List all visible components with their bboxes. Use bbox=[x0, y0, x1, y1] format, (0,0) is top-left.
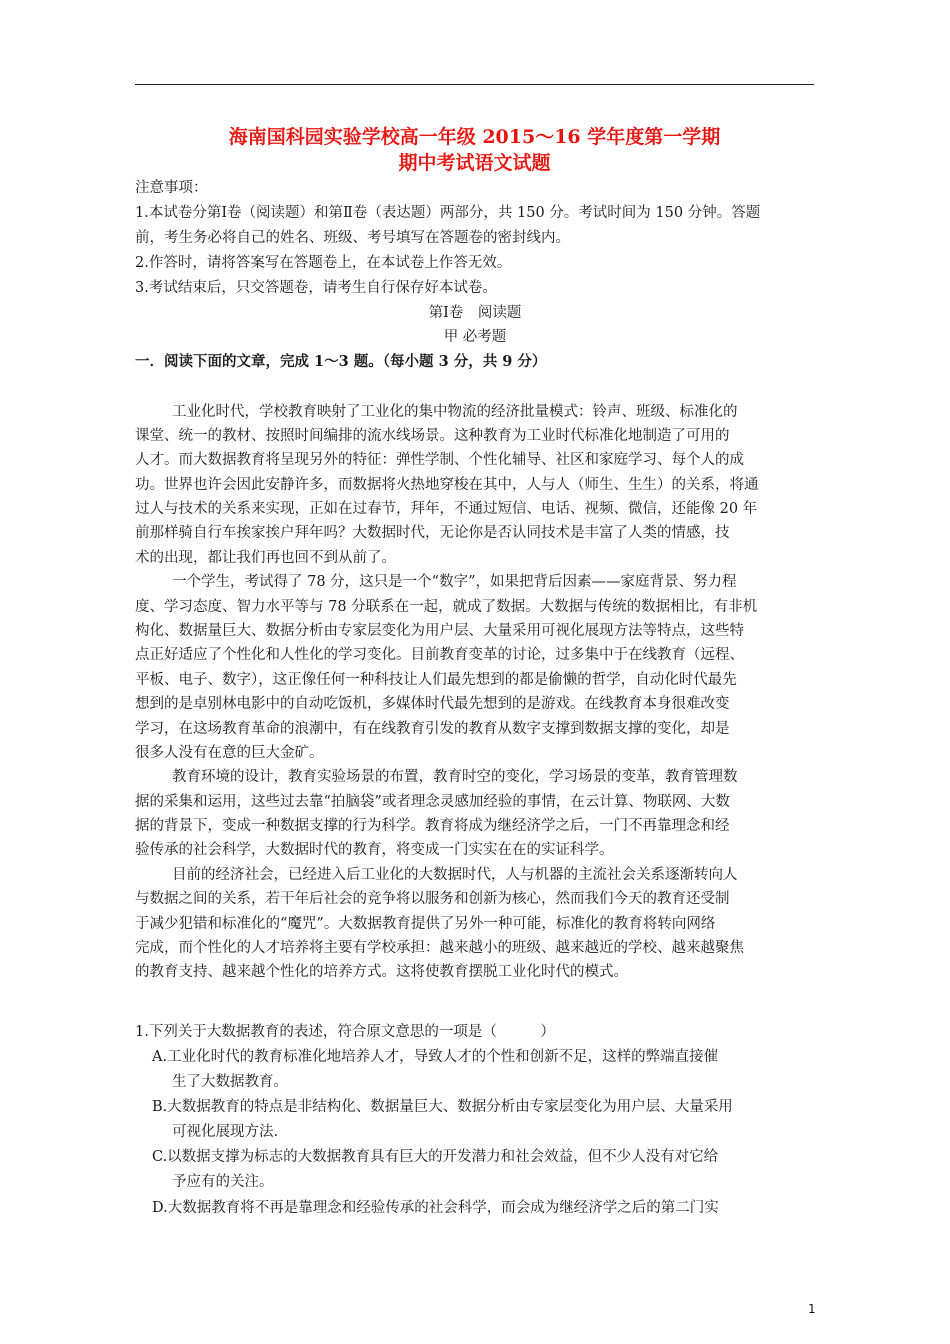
passage-line: 于减少犯错和标准化的“魔咒”。大数据教育提供了另外一种可能，标准化的教育将转向网络 bbox=[135, 916, 716, 932]
option-b: B.大数据教育的特点是非结构化、数据量巨大、数据分析由专家层变化为用户层、大量采用 bbox=[152, 1099, 733, 1115]
passage-line: 课堂、统一的教材、按照时间编排的流水线场景。这种教育为工业时代标准化地制造了可用的 bbox=[135, 428, 730, 444]
option-c: C.以数据支撑为标志的大数据教育具有巨大的开发潜力和社会效益，但不少人没有对它给 bbox=[152, 1149, 719, 1165]
exam-title-line1: 海南国科园实验学校高一年级 2015～16 学年度第一学期 bbox=[228, 126, 721, 148]
passage-line: 功。世界也许会因此安静许多，而数据将火热地穿梭在其中，人与人（师生、生生）的关系，将通 bbox=[135, 477, 759, 493]
option-a: A.工业化时代的教育标准化地培养人才，导致人才的个性和创新不足，这样的弊端直接催 bbox=[152, 1049, 719, 1065]
option-a-continued: 生了大数据教育。 bbox=[172, 1074, 288, 1090]
question-stem: 1.下列关于大数据教育的表述，符合原文意思的一项是（ ） bbox=[135, 1024, 555, 1040]
passage-line: 教育环境的设计，教育实验场景的布置，教育时空的变化，学习场景的变革，教育管理数 bbox=[172, 769, 738, 785]
header-rule bbox=[135, 84, 814, 85]
passage-line: 学习，在这场教育革命的浪潮中，有在线教育引发的教育从数字支撑到数据支撑的变化，却是 bbox=[135, 721, 730, 737]
passage-line: 人才。而大数据教育将呈现另外的特征：弹性学制、个性化辅导、社区和家庭学习、每个人的成 bbox=[135, 452, 744, 468]
passage-line: 一个学生，考试得了 78 分，这只是一个“数字”，如果把背后因素——家庭背景、努力程 bbox=[172, 574, 737, 590]
passage-line: 完成，而个性化的人才培养将主要有学校承担：越来越小的班级、越来越近的学校、越来越聚焦 bbox=[135, 940, 744, 956]
option-d: D.大数据教育将不再是靠理念和经验传承的社会科学，而会成为继经济学之后的第二门实 bbox=[152, 1200, 719, 1216]
passage-line: 与数据之间的关系，若干年后社会的竞争将以服务和创新为核心，然而我们今天的教育还受制 bbox=[135, 891, 730, 907]
option-c-continued: 予应有的关注。 bbox=[172, 1174, 274, 1190]
passage-line: 工业化时代，学校教育映射了工业化的集中物流的经济批量模式：铃声、班级、标准化的 bbox=[172, 404, 738, 420]
passage-line: 据的背景下，变成一种数据支撑的行为科学。教育将成为继经济学之后，一门不再靠理念和经 bbox=[135, 818, 730, 834]
passage-line: 的教育支持、越来越个性化的培养方式。这将使教育摆脱工业化时代的模式。 bbox=[135, 964, 628, 980]
passage-line: 点正好适应了个性化和人性化的学习变化。目前教育变革的讨论，过多集中于在线教育（远程、 bbox=[135, 647, 744, 663]
passage-line: 构化、数据量巨大、数据分析由专家层变化为用户层、大量采用可视化展现方法等特点，这些特 bbox=[135, 623, 744, 639]
passage-line: 术的出现，都让我们再也回不到从前了。 bbox=[135, 550, 396, 566]
notice-line: 2.作答时，请将答案写在答题卷上，在本试卷上作答无效。 bbox=[135, 255, 512, 271]
passage-line: 想到的是卓别林电影中的自动吃饭机，多媒体时代最先想到的是游戏。在线教育本身很难改变 bbox=[135, 696, 730, 712]
passage-line: 平板、电子、数字），这正像任何一种科技让人们最先想到的都是偷懒的哲学，自动化时代最先 bbox=[135, 672, 737, 688]
passage-line: 度、学习态度、智力水平等与 78 分联系在一起，就成了数据。大数据与传统的数据相比，有非机 bbox=[135, 599, 758, 615]
page-number: 1 bbox=[808, 1302, 816, 1316]
part-heading: 甲 必考题 bbox=[443, 329, 507, 345]
passage-line: 前那样骑自行车挨家挨户拜年吗？大数据时代，无论你是否认同技术是丰富了人类的情感，技 bbox=[135, 525, 730, 541]
passage-line: 验传承的社会科学，大数据时代的教育，将变成一门实实在在的实证科学。 bbox=[135, 842, 614, 858]
exam-title-line2: 期中考试语文试题 bbox=[398, 152, 551, 174]
notice-line: 3.考试结束后，只交答题卷，请考生自行保存好本试卷。 bbox=[135, 280, 497, 296]
volume-heading: 第Ⅰ卷 阅读题 bbox=[428, 305, 522, 321]
option-b-continued: 可视化展现方法. bbox=[172, 1124, 279, 1140]
passage-line: 目前的经济社会，已经进入后工业化的大数据时代，人与机器的主流社会关系逐渐转向人 bbox=[172, 867, 738, 883]
question-group-heading: 一．阅读下面的文章，完成 1～3 题。（每小题 3 分，共 9 分） bbox=[135, 353, 547, 370]
passage-line: 据的采集和运用，这些过去靠“拍脑袋”或者理念灵感加经验的事情，在云计算、物联网、大数 bbox=[135, 794, 730, 810]
notice-line: 前，考生务必将自己的姓名、班级、考号填写在答题卷的密封线内。 bbox=[135, 230, 570, 246]
passage-line: 很多人没有在意的巨大金矿。 bbox=[135, 745, 324, 761]
notice-heading: 注意事项： bbox=[135, 180, 208, 196]
notice-line: 1.本试卷分第Ⅰ卷（阅读题）和第Ⅱ卷（表达题）两部分，共 150 分。考试时间为 150 分钟。答题 bbox=[135, 205, 761, 221]
passage-line: 过人与技术的关系来实现，正如在过春节，拜年，不通过短信、电话、视频、微信，还能像 20 年 bbox=[135, 501, 758, 517]
